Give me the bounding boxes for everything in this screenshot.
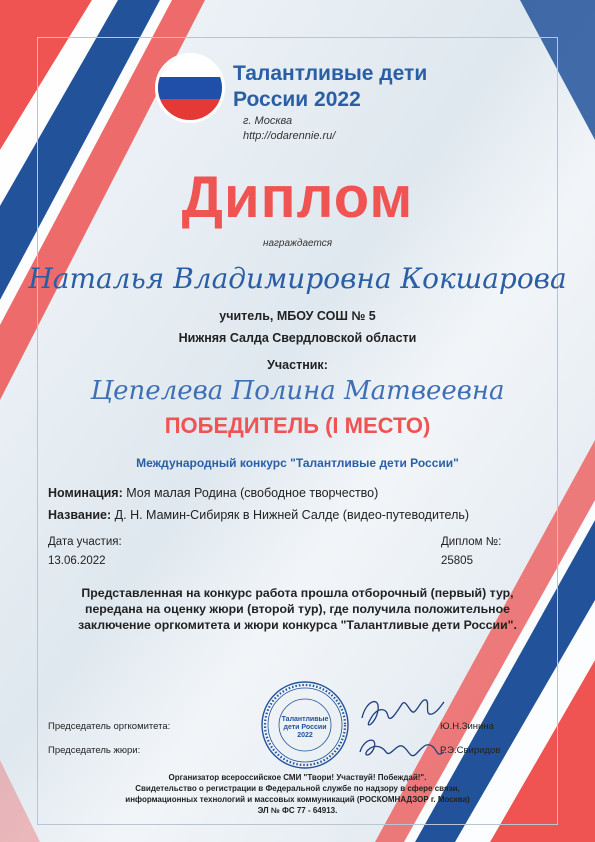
nomination-value: Моя малая Родина (свободное творчество) [126,486,379,500]
teacher-position: учитель, МБОУ СОШ № 5 [219,309,376,323]
handwritten-signatures [352,690,448,770]
work-title-value: Д. Н. Мамин-Сибиряк в Нижней Салде (видео-путеводитель) [114,508,470,522]
official-stamp-seal [260,680,350,770]
participant-name: Цепелева Полина Матвеевна [90,376,505,406]
confirmation-note [0,585,595,633]
brand-line-2: России 2022 [233,88,361,111]
russian-flag-logo-icon [155,53,225,123]
stamp-line-2: дети России [283,724,327,731]
stamp-line-3: 2022 [297,732,313,739]
work-title-row [48,508,469,522]
brand-line-1: Талантливые дети [233,62,428,85]
diploma-title: Диплом [181,165,414,230]
participant-label: Участник: [267,358,328,372]
stamp-line-1: Талантливые [281,716,329,723]
diploma-number-label: Диплом №: [441,536,502,548]
date-label: Дата участия: [48,536,122,548]
brand-city: г. Москва [243,115,293,127]
diploma-number-value: 25805 [441,555,473,567]
awarded-caption: награждается [262,238,333,249]
org-chair-name: Ю.Н.Зинина [440,721,494,732]
teacher-name: Наталья Владимировна Кокшарова [28,262,567,295]
org-chair-label: Председатель оргкомитета: [48,721,171,732]
work-title-label: Название: [48,508,112,522]
teacher-location: Нижняя Салда Свердловской области [178,331,417,345]
date-value: 13.06.2022 [48,555,106,567]
footer-line: ЭЛ № ФС 77 - 64913. [257,806,338,815]
footer-line: Свидетельство о регистрации в Федеральной службе по надзору в сфере связи, [135,784,460,793]
nomination-label: Номинация: [48,486,123,500]
organizer-footer [0,772,595,816]
jury-chair-label: Председатель жюри: [48,745,141,756]
brand-url: http://odarennie.ru/ [243,130,336,142]
footer-line: информационных технологий и массовых коммуникаций (РОСКОМНАДЗОР г. Москва) [125,795,470,804]
contest-name: Международный конкурс "Талантливые дети России" [136,456,459,470]
note-line: Представленная на конкурс работа прошла отборочный (первый) тур, [81,586,514,600]
nomination-row [48,486,378,500]
note-line: передана на оценку жюри (второй тур), где получила положительное [85,602,510,616]
jury-chair-name: Р.Э.Свиридов [440,745,501,756]
result-badge: ПОБЕДИТЕЛЬ (I МЕСТО) [164,413,431,438]
footer-line: Организатор всероссийское СМИ "Твори! Участвуй! Побеждай!". [168,773,427,782]
note-line: заключение оргкомитета и жюри конкурса "Талантливые дети России". [78,618,517,632]
